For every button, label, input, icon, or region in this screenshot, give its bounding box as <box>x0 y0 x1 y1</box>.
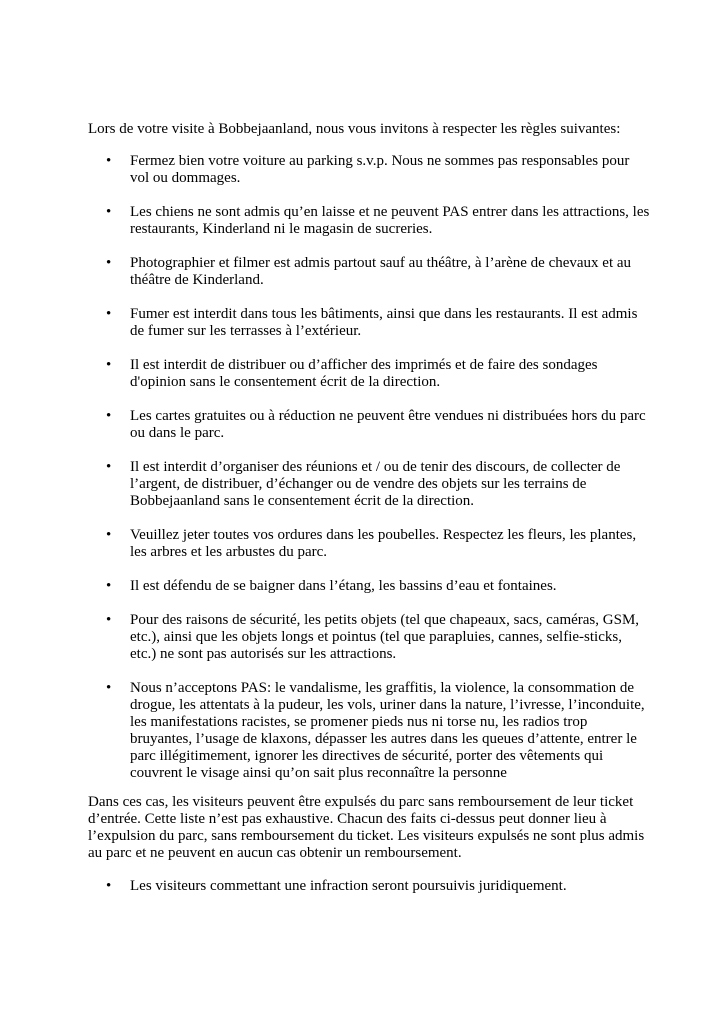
bullet-icon: • <box>106 408 112 424</box>
rule-text: Fumer est interdit dans tous les bâtiments, ainsi que dans les restaurants. Il est admis de fumer sur les terrasses à l’extérieur. <box>130 306 638 339</box>
rule-text: Nous n’acceptons PAS: le vandalisme, les graffitis, la violence, la consommation de drogue, les attentats à la pudeur, les vols, uriner dans la nature, l’ivresse, l’inconduite, les manifestations racistes, se promener pieds nus ni torse nu, les radios trop bruyantes, l’usage de klaxons, dépasser les autres dans les queues d’attente, entrer le parc illégitimement, ignorer les directives de sécurité, porter des vêtements qui couvrent le visage ainsi qu’on sait plus reconnaître la personne <box>130 680 645 781</box>
rule-item <box>0 459 725 510</box>
rule-text: Fermez bien votre voiture au parking s.v.p. Nous ne sommes pas responsables pour vol ou dommages. <box>130 153 630 186</box>
rule-text: Photographier et filmer est admis partout sauf au théâtre, à l’arène de chevaux et au théâtre de Kinderland. <box>130 255 632 288</box>
rule-text: Il est défendu de se baigner dans l’étang, les bassins d’eau et fontaines. <box>130 578 557 594</box>
bullet-icon: • <box>106 204 112 220</box>
rule-item <box>0 204 725 238</box>
rule-item <box>0 153 725 187</box>
bullet-icon: • <box>106 153 112 169</box>
bullet-icon: • <box>106 527 112 543</box>
rule-item <box>0 578 725 595</box>
final-rule-item <box>0 878 725 895</box>
bullet-icon: • <box>106 680 112 696</box>
bullet-icon: • <box>106 357 112 373</box>
rules-list <box>0 153 725 799</box>
bullet-icon: • <box>106 255 112 271</box>
rule-item <box>0 612 725 663</box>
bullet-icon: • <box>106 878 112 894</box>
rule-item <box>0 527 725 561</box>
intro-paragraph: Lors de votre visite à Bobbejaanland, nous vous invitons à respecter les règles suivantes: <box>88 121 621 137</box>
rule-text: Pour des raisons de sécurité, les petits objets (tel que chapeaux, sacs, caméras, GSM, etc.), ainsi que les objets longs et pointus (tel que parapluies, cannes, selfie-sticks, etc.) ne sont pas autorisés sur les attractions. <box>130 612 640 662</box>
bullet-icon: • <box>106 578 112 594</box>
bullet-icon: • <box>106 306 112 322</box>
rule-text: Il est interdit de distribuer ou d’afficher des imprimés et de faire des sondages d'opinion sans le consentement écrit de la direction. <box>130 357 598 390</box>
rule-text: Les chiens ne sont admis qu’en laisse et ne peuvent PAS entrer dans les attractions, les restaurants, Kinderland ni le magasin de sucreries. <box>130 204 650 237</box>
rule-item <box>0 680 725 782</box>
rule-item <box>0 255 725 289</box>
rule-text: Les cartes gratuites ou à réduction ne peuvent être vendues ni distribuées hors du parc ou dans le parc. <box>130 408 646 441</box>
closing-paragraph: Dans ces cas, les visiteurs peuvent être expulsés du parc sans remboursement de leur ticket d’entrée. Cette liste n’est pas exhaustive. Chacun des faits ci-dessus peut donner lieu à l’expulsion du parc, sans remboursement du ticket. Les visiteurs expulsés ne sont plus admis au parc et ne peuvent en aucun cas obtenir un remboursement. <box>88 794 645 861</box>
rule-item <box>0 408 725 442</box>
final-rule-list <box>0 878 725 895</box>
final-rule-text: Les visiteurs commettant une infraction seront poursuivis juridiquement. <box>130 878 567 894</box>
rule-item <box>0 306 725 340</box>
rule-text: Il est interdit d’organiser des réunions et / ou de tenir des discours, de collecter de l’argent, de distribuer, d’échanger ou de vendre des objets sur les terrains de Bobbejaanland sans le consentement écrit de la direction. <box>130 459 621 509</box>
rule-text: Veuillez jeter toutes vos ordures dans les poubelles. Respectez les fleurs, les plantes, les arbres et les arbustes du parc. <box>130 527 637 560</box>
bullet-icon: • <box>106 459 112 475</box>
rule-item <box>0 357 725 391</box>
bullet-icon: • <box>106 612 112 628</box>
